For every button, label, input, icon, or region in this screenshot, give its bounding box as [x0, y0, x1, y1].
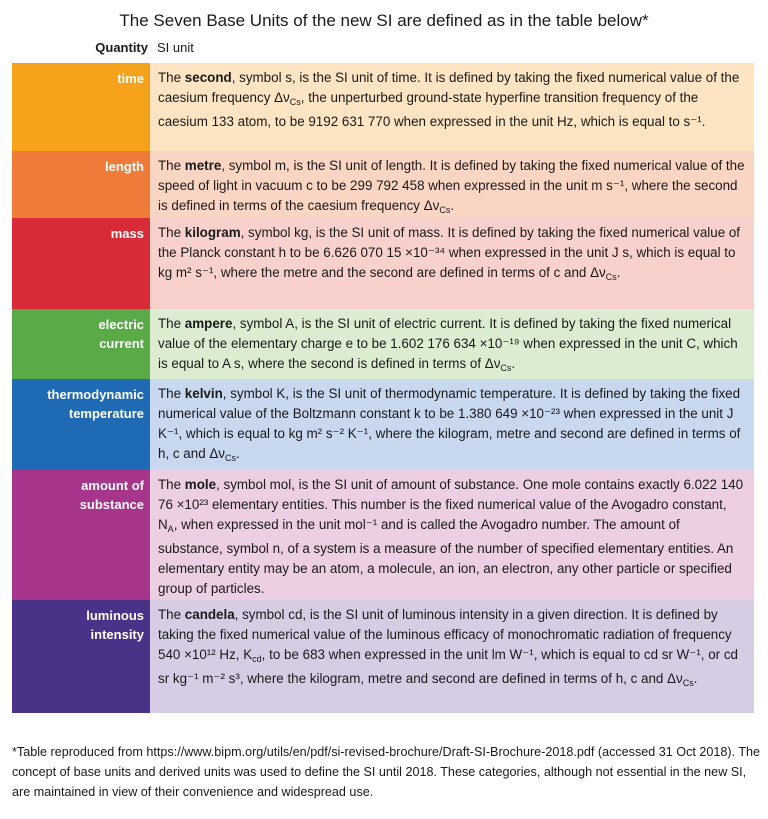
unit-name: second [184, 70, 232, 85]
quantity-label-line-2: temperature [68, 406, 144, 421]
footnote: *Table reproduced from https://www.bipm.org/utils/en/pdf/si-revised-brochure/Draft-SI-Brochure-2018.pdf (accessed 31 Oct 2018). The concept of base units and derived units was used to define the SI until 2018. These categories, although not essential in the new SI, are maintained in view of their convenience and widespread use. [12, 745, 761, 799]
quantity-label: mass [110, 226, 144, 241]
definition-prefix: The [158, 158, 185, 173]
subscript: Cs [225, 453, 237, 463]
si-units-table [12, 63, 754, 713]
definition-prefix: The [158, 70, 185, 85]
unit-name: ampere [184, 316, 233, 331]
subscript: Cs [605, 272, 617, 282]
table-row-amount-of-substance [12, 470, 754, 600]
definition-text: , symbol A, is the SI unit of electric current. It is defined by taking the fixed numerical value of the elementary charge e to be 1.602 176 634 ×10⁻¹⁹ when expressed in the unit C, which is equal to A s, where the second is defined in terms of Δν [158, 316, 738, 371]
subscript-2: Cs [682, 678, 694, 688]
header-si-unit: SI unit [157, 40, 194, 55]
definition-text-3: . [693, 671, 698, 686]
quantity-cell [12, 600, 150, 713]
table-row-electric-current [12, 309, 754, 379]
definition-prefix: The [158, 316, 185, 331]
definition-text-2: , when expressed in the unit mol⁻¹ and is called the Avogadro number. The amount of substance, symbol n, of a system is a measure of the number of specified elementary entities. An elementary entity may be an atom, a molecule, an ion, an electron, any other particle or specified group of particles. [158, 517, 734, 596]
subscript: Cs [500, 363, 512, 373]
quantity-label: length [105, 159, 144, 174]
subscript: cd [252, 654, 262, 664]
definition-text: , symbol s, is the SI unit of time. It is defined by taking the fixed numerical value of the caesium frequency Δν [158, 70, 740, 105]
quantity-cell [12, 309, 150, 379]
definition-text-2: , to be 683 when expressed in the unit lm W⁻¹, which is equal to cd sr W⁻¹, or cd sr kg⁻¹ m⁻² s³, where the kilogram, metre and second are defined in terms of h, c and Δν [158, 647, 738, 686]
definition-prefix: The [158, 477, 185, 492]
definition-prefix: The [158, 607, 185, 622]
table-header [0, 40, 768, 60]
table-row-time [12, 63, 754, 151]
quantity-cell [12, 218, 150, 309]
quantity-cell [12, 379, 150, 470]
definition-text: , symbol kg, is the SI unit of mass. It is defined by taking the fixed numerical value of the Planck constant h to be 6.626 070 15 ×10⁻³⁴ when expressed in the unit J s, which is equal to kg m² s⁻¹, where the metre and the second are defined in terms of c and Δν [158, 225, 741, 280]
quantity-label: time [117, 71, 144, 86]
definition-prefix: The [158, 225, 185, 240]
unit-name: kilogram [184, 225, 241, 240]
definition-cell [150, 379, 754, 470]
quantity-label: luminous [86, 608, 144, 623]
definition-cell [150, 218, 754, 309]
table-row-luminous-intensity [12, 600, 754, 713]
table-row-length [12, 151, 754, 218]
definition-text: , symbol m, is the SI unit of length. It is defined by taking the fixed numerical value of the speed of light in vacuum c to be 299 792 458 when expressed in the unit m s⁻¹, where the second is defined in terms of the caesium frequency Δν [158, 158, 745, 213]
quantity-label-line-2: intensity [90, 627, 144, 642]
header-quantity: Quantity [95, 40, 148, 55]
page-title: The Seven Base Units of the new SI are defined as in the table below* [119, 11, 649, 30]
quantity-label-line-2: substance [79, 497, 144, 512]
unit-name: metre [184, 158, 222, 173]
definition-cell [150, 470, 754, 600]
quantity-label: thermodynamic [47, 387, 144, 402]
subscript: A [167, 524, 174, 534]
table-row-thermodynamic-temperature [12, 379, 754, 470]
definition-cell [150, 63, 754, 151]
subscript: Cs [439, 205, 451, 215]
table-row-mass [12, 218, 754, 309]
definition-text-2: . [511, 356, 516, 371]
quantity-cell [12, 63, 150, 151]
unit-name: candela [184, 607, 235, 622]
definition-text-2: . [616, 265, 621, 280]
definition-text-2: , the unperturbed ground-state hyperfine transition frequency of the caesium 133 atom, to be 9192 631 770 when expressed in the unit Hz, which is equal to s⁻¹. [158, 90, 706, 129]
quantity-label: electric [98, 317, 144, 332]
quantity-cell [12, 151, 150, 218]
quantity-label: amount of [81, 478, 144, 493]
quantity-cell [12, 470, 150, 600]
quantity-label-line-2: current [99, 336, 144, 351]
definition-text: , symbol cd, is the SI unit of luminous intensity in a given direction. It is defined by taking the fixed numerical value of the luminous efficacy of monochromatic radiation of frequency 540 ×10¹² Hz, K [158, 607, 732, 662]
definition-text-2: . [236, 446, 240, 461]
definition-text: , symbol K, is the SI unit of thermodynamic temperature. It is defined by taking the fixed numerical value of the Boltzmann constant k to be 1.380 649 ×10⁻²³ when expressed in the unit J K⁻¹, which is equal to kg m² s⁻² K⁻¹, where the kilogram, metre and second are defined in terms of h, c and Δν [158, 386, 741, 461]
definition-text: , symbol mol, is the SI unit of amount of substance. One mole contains exactly 6.022 140 76 ×10²³ elementary entities. This number is the fixed numerical value of the Avogadro constant, N [158, 477, 744, 532]
definition-cell [150, 600, 754, 713]
definition-prefix: The [158, 386, 185, 401]
definition-text-2: . [450, 198, 455, 213]
unit-name: kelvin [184, 386, 223, 401]
definition-cell [150, 151, 754, 218]
subscript: Cs [289, 97, 301, 107]
unit-name: mole [184, 477, 217, 492]
definition-cell [150, 309, 754, 379]
